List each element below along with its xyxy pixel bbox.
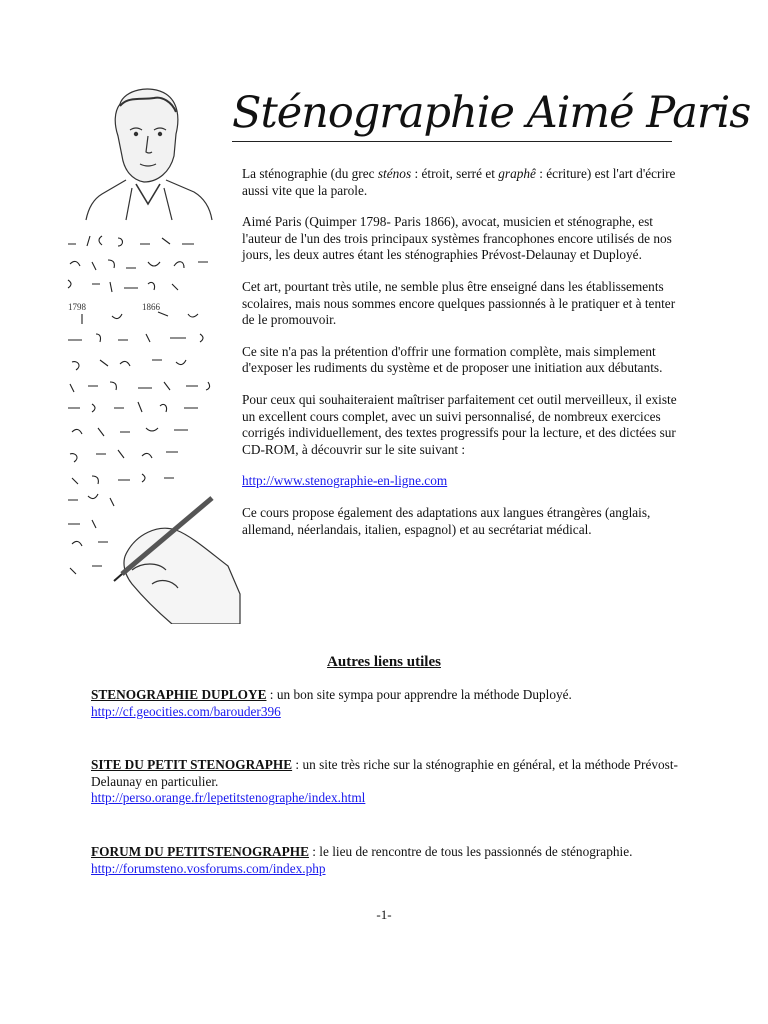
- portrait-and-stenography-illustration: [62, 84, 242, 624]
- note-1866: 1866: [142, 302, 160, 312]
- intro-text: [242, 166, 678, 553]
- link-entry: [91, 757, 681, 807]
- hand-with-pen: [114, 498, 240, 624]
- link-entry-desc: : un site très riche sur la sténographie en général, et la méthode Prévost-Delaunay en particulier.: [91, 757, 678, 789]
- intro-paragraph-1: La sténographie (du grec sténos : étroit, serré et graphê : écriture) est l'art d'écrire aussi vite que la parole.: [242, 166, 676, 198]
- note-1798: 1798: [68, 302, 86, 312]
- useful-links-heading: Autres liens utiles: [327, 654, 441, 670]
- link-entry-name: FORUM DU PETITSTENOGRAPHE: [91, 843, 309, 859]
- intro-paragraph-2: Aimé Paris (Quimper 1798- Paris 1866), avocat, musicien et sténographe, est l'auteur de l'un des trois principaux systèmes francophones encore utilisés de nos jours, les deux autres étant les sténographies Prévost-Delaunay et Duployé.: [242, 214, 672, 263]
- intro-paragraph-4: Ce site n'a pas la prétention d'offrir une formation complète, mais simplement d'exposer les rudiments du système et de proposer une initiation aux débutants.: [242, 343, 663, 376]
- title-underline: [232, 141, 672, 142]
- page-title: Sténographie Aimé Paris: [232, 88, 751, 138]
- link-entry-name: STENOGRAPHIE DUPLOYE: [91, 687, 267, 702]
- link-entry-url[interactable]: http://perso.orange.fr/lepetitstenographe/index.html: [91, 790, 366, 806]
- page-number: -1-: [376, 907, 392, 922]
- link-entry-desc: : un bon site sympa pour apprendre la méthode Duployé.: [266, 687, 572, 702]
- shorthand-strokes: [68, 236, 210, 574]
- intro-paragraph-3: Cet art, pourtant très utile, ne semble plus être enseigné dans les établissements scolaires, mais nous sommes encore quelques passionnés à le pratiquer et à tenter de le promouvoir.: [242, 278, 676, 328]
- link-entry: [91, 844, 681, 877]
- link-entry: [91, 687, 681, 720]
- portrait-drawing: [86, 89, 212, 220]
- intro-paragraph-5: Pour ceux qui souhaiteraient maîtriser parfaitement cet outil merveilleux, il existe un excellent cours complet, avec un suivi personnalisé, de nombreux exercices corrigés individuellement, des textes progressifs pour la lecture, et des dictées sur CD-ROM, à découvrir sur le site suivant :: [242, 391, 677, 457]
- link-entry-desc: : le lieu de rencontre de tous les passionnés de sténographie.: [308, 843, 633, 859]
- link-entry-url[interactable]: http://cf.geocities.com/barouder396: [91, 703, 281, 719]
- course-site-link[interactable]: http://www.stenographie-en-ligne.com: [242, 473, 448, 489]
- link-entry-name: SITE DU PETIT STENOGRAPHE: [91, 757, 293, 773]
- useful-links-list: [91, 687, 681, 877]
- link-entry-url[interactable]: http://forumsteno.vosforums.com/index.php: [91, 860, 326, 876]
- intro-paragraph-6: Ce cours propose également des adaptations aux langues étrangères (anglais, allemand, néerlandais, italien, espagnol) et au secrétariat médical.: [242, 504, 651, 537]
